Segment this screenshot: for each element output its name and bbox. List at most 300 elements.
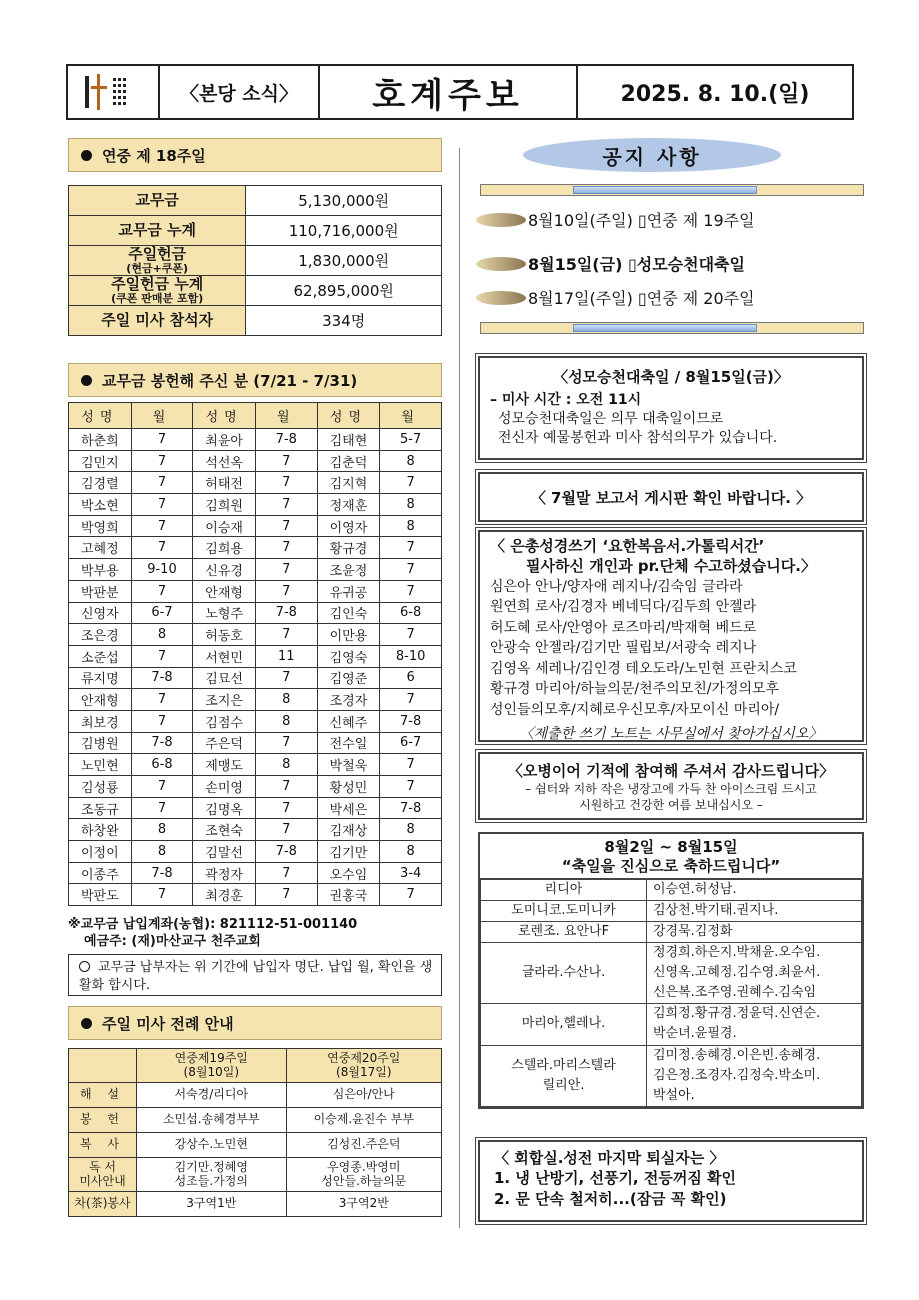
table-row xyxy=(69,710,442,732)
donor-month: 9-10 xyxy=(131,559,193,581)
table-row xyxy=(69,732,442,754)
donor-month: 3-4 xyxy=(380,862,442,884)
table-row xyxy=(69,429,442,451)
donor-month: 8 xyxy=(131,624,193,646)
bible-writing-notice xyxy=(478,530,864,742)
bible-writer-line: 원연희 로사/김경자 베네딕다/김두희 안젤라 xyxy=(490,599,757,616)
liturgy-header-line: 연중제20주일 xyxy=(327,1050,401,1065)
liturgy-header-week19 xyxy=(137,1049,287,1083)
donor-month: 11 xyxy=(255,645,317,667)
stats-value: 62,895,000원 xyxy=(246,276,442,306)
liturgy-role-text: 미사안내 xyxy=(79,1173,126,1188)
assumption-line: 성모승천대축일은 의무 대축일이므로 xyxy=(498,410,724,427)
donor-month: 7 xyxy=(255,450,317,472)
stats-label-text: 주일헌금 xyxy=(128,244,187,263)
donor-name: 조동규 xyxy=(69,797,132,819)
donor-month: 7 xyxy=(380,884,442,906)
donor-name: 이만용 xyxy=(317,624,380,646)
col-header-name: 성명 xyxy=(193,403,256,429)
donor-month: 8 xyxy=(131,841,193,863)
offering-stats-table xyxy=(68,185,442,336)
donor-name: 제맹도 xyxy=(193,754,256,776)
table-row xyxy=(69,645,442,667)
feast-names xyxy=(647,942,862,1003)
donor-name: 조지은 xyxy=(193,689,256,711)
stats-row xyxy=(69,216,442,246)
donor-name: 박부용 xyxy=(69,559,132,581)
donor-section-title: 교무금 봉헌해 주신 분 (7/21 - 7/31) xyxy=(102,371,358,390)
stats-label xyxy=(69,306,246,336)
feast-row xyxy=(481,1045,862,1106)
donor-month: 5-7 xyxy=(380,429,442,451)
liturgy-assignee: 소민섭.송혜경부부 xyxy=(163,1112,260,1127)
donor-month: 7 xyxy=(131,472,193,494)
donor-name: 조윤정 xyxy=(317,559,380,581)
donor-name: 허동호 xyxy=(193,624,256,646)
donor-name: 곽정자 xyxy=(193,862,256,884)
donor-month: 7-8 xyxy=(380,797,442,819)
donor-name: 전수일 xyxy=(317,732,380,754)
donor-month: 7-8 xyxy=(255,602,317,624)
account-holder: 예금주: (재)마산교구 천주교회 xyxy=(84,933,261,949)
report-text: 〈 7월말 보고서 게시판 확인 바랍니다. 〉 xyxy=(530,488,812,507)
feast-row xyxy=(481,1004,862,1045)
liturgy-week20 xyxy=(286,1133,441,1158)
bible-writer-line: 황규경 마리아/하늘의문/천주의모친/가정의모후 xyxy=(490,681,780,698)
donor-name: 박소현 xyxy=(69,494,132,516)
donor-name: 노민현 xyxy=(69,754,132,776)
donor-month: 7 xyxy=(255,494,317,516)
liturgy-assignee: 이승제.윤진수 부부 xyxy=(313,1112,414,1127)
donor-month: 7-8 xyxy=(131,862,193,884)
feast-name-line: 강경묵.김정화 xyxy=(653,923,733,939)
donor-name: 주은덕 xyxy=(193,732,256,754)
feast-name-line: 박설아. xyxy=(653,1087,695,1103)
donor-name: 오수임 xyxy=(317,862,380,884)
liturgy-role xyxy=(69,1108,137,1133)
liturgy-table xyxy=(68,1048,442,1217)
stats-value: 5,130,000원 xyxy=(246,186,442,216)
stats-label-sub: (현금+쿠폰) xyxy=(126,261,189,275)
feast-header xyxy=(480,834,862,879)
bible-footer: 〈제출한 쓰기 노트는 사무실에서 찾아가십시오〉 xyxy=(519,725,823,742)
thanks-title: 〈오병이어 기적에 참여해 주셔서 감사드립니다〉 xyxy=(507,762,835,780)
donor-month: 7 xyxy=(255,472,317,494)
table-row xyxy=(69,472,442,494)
donor-month: 7 xyxy=(380,689,442,711)
assumption-notice xyxy=(478,356,864,460)
donor-month: 7 xyxy=(255,819,317,841)
donor-name: 김춘덕 xyxy=(317,450,380,472)
bullet-icon xyxy=(81,375,92,386)
bible-writer-line: 안광숙 안젤라/김기만 필립보/서광숙 레지나 xyxy=(490,640,757,657)
donor-note xyxy=(68,954,442,996)
donor-name: 김영숙 xyxy=(317,645,380,667)
week-section-bar xyxy=(68,138,442,172)
feast-saint-text: 리디아 xyxy=(544,881,583,897)
donor-month: 8 xyxy=(255,754,317,776)
event-text: 8월15일(금) ▯성모승천대축일 xyxy=(528,255,745,274)
assumption-time: – 미사 시간 : 오전 11시 xyxy=(490,392,642,408)
feast-saint xyxy=(481,1045,647,1106)
donor-name: 황성민 xyxy=(317,776,380,798)
table-row xyxy=(69,776,442,798)
donor-name: 김영준 xyxy=(317,667,380,689)
table-row xyxy=(69,559,442,581)
donor-name: 박세은 xyxy=(317,797,380,819)
donor-month: 7 xyxy=(380,754,442,776)
checklist-item: 1. 냉 난방기, 선풍기, 전등꺼짐 확인 xyxy=(494,1169,737,1188)
feast-names xyxy=(647,1045,862,1106)
donor-month: 7 xyxy=(255,776,317,798)
stats-value: 1,830,000원 xyxy=(246,246,442,276)
donor-month: 6 xyxy=(380,667,442,689)
liturgy-role-text: 해 설 xyxy=(80,1087,125,1102)
donor-month: 8 xyxy=(380,515,442,537)
donor-name: 안재형 xyxy=(69,689,132,711)
donor-name: 노형주 xyxy=(193,602,256,624)
donor-month: 7 xyxy=(255,667,317,689)
donor-month: 6-8 xyxy=(380,602,442,624)
feast-saint-text: 도미니코.도미니카 xyxy=(511,902,616,918)
checklist-item: 2. 문 단속 철저히...(잠금 꼭 확인) xyxy=(494,1189,727,1208)
feast-saint xyxy=(481,879,647,900)
feast-name-line: 이승연.허성남. xyxy=(653,881,737,897)
stats-label xyxy=(69,276,246,306)
feast-saint xyxy=(481,1004,647,1045)
table-row xyxy=(69,797,442,819)
thanks-line: – 쉼터와 지하 작은 냉장고에 가득 찬 아이스크림 드시고 xyxy=(525,782,817,796)
donor-name: 김말선 xyxy=(193,841,256,863)
donor-month: 7 xyxy=(255,732,317,754)
account-number: ※교무금 납입계좌(농협): 821112-51-001140 xyxy=(68,917,358,932)
liturgy-role-text: 차(茶)봉사 xyxy=(74,1196,131,1211)
feast-saint xyxy=(481,921,647,942)
liturgy-section-title: 주일 미사 전례 안내 xyxy=(102,1014,234,1033)
donor-name: 고혜정 xyxy=(69,537,132,559)
donor-month: 8 xyxy=(131,819,193,841)
col-header-name: 성명 xyxy=(69,403,132,429)
donor-month: 8 xyxy=(255,710,317,732)
donor-name: 김묘선 xyxy=(193,667,256,689)
feast-day-box xyxy=(478,832,864,1109)
donor-name: 김성룡 xyxy=(69,776,132,798)
checklist-title: 〈 회합실.성전 마지막 퇴실자는 〉 xyxy=(494,1149,725,1167)
assumption-line: 전신자 예물봉헌과 미사 참석의무가 있습니다. xyxy=(498,429,778,446)
table-row xyxy=(69,841,442,863)
donor-month: 7 xyxy=(255,797,317,819)
feast-names xyxy=(647,1004,862,1045)
liturgy-row xyxy=(69,1083,442,1108)
donor-month: 7-8 xyxy=(380,710,442,732)
feast-name-line: 정경희.하은지.박채윤.오수임. xyxy=(653,944,821,960)
donor-name: 손미영 xyxy=(193,776,256,798)
feast-saint-text: 글라라.수산나. xyxy=(521,965,606,981)
donor-name: 석선옥 xyxy=(193,450,256,472)
stats-row xyxy=(69,306,442,336)
liturgy-role xyxy=(69,1158,137,1192)
donor-name: 김지혁 xyxy=(317,472,380,494)
donor-month: 7 xyxy=(131,450,193,472)
feast-name-line: 김상천.박기태.권지나. xyxy=(653,902,779,918)
stats-label xyxy=(69,216,246,246)
pill-bullet-icon xyxy=(476,213,526,227)
bible-writer-line: 허도혜 로사/안영아 로즈마리/박재혁 베드로 xyxy=(490,619,757,636)
donor-month: 7 xyxy=(255,559,317,581)
stats-label-text: 교무금 누계 xyxy=(118,220,197,239)
feast-saint-text: 로렌조. 요안나F xyxy=(517,923,610,939)
feast-greeting: “축일을 진심으로 축하드립니다” xyxy=(561,856,781,875)
donor-name: 하창완 xyxy=(69,819,132,841)
donor-name: 서현민 xyxy=(193,645,256,667)
decorative-rule xyxy=(480,322,864,334)
donor-name: 김태현 xyxy=(317,429,380,451)
donor-name: 조경자 xyxy=(317,689,380,711)
table-row xyxy=(69,884,442,906)
feast-names xyxy=(647,900,862,921)
table-row xyxy=(69,602,442,624)
closing-checklist xyxy=(478,1140,864,1222)
bible-title-line2: 필사하신 개인과 pr.단체 수고하셨습니다.〉 xyxy=(526,557,816,576)
notice-title: 공지 사항 xyxy=(523,138,781,172)
stats-row xyxy=(69,246,442,276)
liturgy-week19 xyxy=(137,1083,287,1108)
donor-month: 7 xyxy=(255,580,317,602)
feast-name-line: 박순녀.윤필경. xyxy=(653,1026,737,1042)
bulletin-date: 2025. 8. 10.(일) xyxy=(620,81,810,107)
donor-month: 7 xyxy=(255,515,317,537)
donor-month: 7 xyxy=(131,710,193,732)
stats-label-text: 주일헌금 누계 xyxy=(111,274,204,293)
donor-section-bar xyxy=(68,363,442,397)
thanks-line: 시원하고 건강한 여름 보내십시오 – xyxy=(579,798,763,813)
donor-name: 이영자 xyxy=(317,515,380,537)
donor-month: 7 xyxy=(380,580,442,602)
stats-label-sub: (쿠폰 판매분 포함) xyxy=(111,291,204,305)
col-header-month: 월 xyxy=(380,403,442,429)
stats-label-text: 주일 미사 참석자 xyxy=(101,310,214,329)
feast-name-line: 신은복.조주영.권혜수.김숙임 xyxy=(653,985,817,1001)
feast-saint-text: 마리아,헬레나. xyxy=(521,1016,606,1032)
feast-saint-text: 릴리안. xyxy=(542,1077,585,1093)
feast-name-line: 김미정.송혜경.이은빈.송혜경. xyxy=(653,1047,821,1063)
donor-month: 7-8 xyxy=(131,667,193,689)
donor-name: 박판분 xyxy=(69,580,132,602)
liturgy-assignee: 심은아/안나 xyxy=(332,1087,395,1102)
cross-logo-icon xyxy=(83,72,143,112)
donor-month: 7-8 xyxy=(255,429,317,451)
donor-name: 이종주 xyxy=(69,862,132,884)
donor-month: 7 xyxy=(131,776,193,798)
table-row xyxy=(69,667,442,689)
donor-table xyxy=(68,402,442,906)
donor-month: 7 xyxy=(131,884,193,906)
donor-month: 7 xyxy=(255,537,317,559)
feast-row xyxy=(481,900,862,921)
donor-name: 조현숙 xyxy=(193,819,256,841)
liturgy-corner xyxy=(69,1049,137,1083)
bible-writer-line: 성인들의모후/지혜로우신모후/자모이신 마리아/ xyxy=(490,701,780,718)
stats-value: 110,716,000원 xyxy=(246,216,442,246)
section-label: 〈본당 소식〉 xyxy=(160,66,320,118)
donor-month: 7 xyxy=(380,559,442,581)
donor-month: 8 xyxy=(255,689,317,711)
donor-name: 김인숙 xyxy=(317,602,380,624)
donor-month: 7 xyxy=(131,797,193,819)
feast-row xyxy=(481,942,862,1003)
feast-saint xyxy=(481,900,647,921)
feast-saint-text: 스텔라.마리스텔라 xyxy=(511,1057,616,1073)
feast-table xyxy=(480,879,862,1108)
donor-name: 소준섭 xyxy=(69,645,132,667)
donor-name: 최경훈 xyxy=(193,884,256,906)
decorative-rule xyxy=(480,184,864,196)
donor-name: 김민지 xyxy=(69,450,132,472)
liturgy-row xyxy=(69,1158,442,1192)
feast-name-line: 김은정.조경자.김정숙.박소미. xyxy=(653,1067,821,1083)
event-text: 8월10일(주일) ▯연중 제 19주일 xyxy=(528,211,755,230)
liturgy-role-text: 봉 헌 xyxy=(80,1112,125,1127)
donor-month: 7 xyxy=(131,429,193,451)
donor-month: 7 xyxy=(131,689,193,711)
pill-bullet-icon xyxy=(476,291,526,305)
parish-logo xyxy=(68,66,160,118)
liturgy-row xyxy=(69,1133,442,1158)
liturgy-week19 xyxy=(137,1108,287,1133)
donor-month: 7-8 xyxy=(255,841,317,863)
liturgy-header-line: (8월10일) xyxy=(183,1064,239,1079)
liturgy-week19 xyxy=(137,1192,287,1217)
assumption-title: 〈성모승천대축일 / 8월15일(금)〉 xyxy=(553,368,789,386)
donor-month: 7 xyxy=(380,776,442,798)
liturgy-header-line: 연중제19주일 xyxy=(174,1050,248,1065)
donor-name: 최보경 xyxy=(69,710,132,732)
liturgy-row xyxy=(69,1108,442,1133)
feast-names xyxy=(647,921,862,942)
table-row xyxy=(69,515,442,537)
donor-name: 이정이 xyxy=(69,841,132,863)
donor-name: 조은경 xyxy=(69,624,132,646)
liturgy-role xyxy=(69,1083,137,1108)
donor-name: 신영자 xyxy=(69,602,132,624)
table-row xyxy=(69,862,442,884)
col-header-month: 월 xyxy=(255,403,317,429)
donor-name: 김경렬 xyxy=(69,472,132,494)
table-row xyxy=(69,494,442,516)
feast-saint xyxy=(481,942,647,1003)
donor-month: 7 xyxy=(255,884,317,906)
donor-name: 김기만 xyxy=(317,841,380,863)
event-text: 8월17일(주일) ▯연중 제 20주일 xyxy=(528,289,755,308)
feast-period: 8월2일 ~ 8월15일 xyxy=(604,838,738,856)
donor-name: 하춘희 xyxy=(69,429,132,451)
liturgy-week20 xyxy=(286,1158,441,1192)
donor-month: 6-7 xyxy=(380,732,442,754)
bulletin-title: 호계주보 xyxy=(320,66,578,118)
donor-month: 7-8 xyxy=(131,732,193,754)
stats-label xyxy=(69,246,246,276)
donor-name: 최윤아 xyxy=(193,429,256,451)
donor-month: 8 xyxy=(380,450,442,472)
donor-name: 이승재 xyxy=(193,515,256,537)
liturgy-assignee: 3구역2반 xyxy=(338,1196,389,1211)
stats-label xyxy=(69,186,246,216)
donor-name: 김명옥 xyxy=(193,797,256,819)
stats-row xyxy=(69,276,442,306)
feast-name-line: 신영옥.고혜정.김수영.최윤서. xyxy=(653,965,821,981)
column-divider xyxy=(459,148,460,1228)
liturgy-assignee: 서숙경/리디아 xyxy=(174,1087,249,1102)
feast-row xyxy=(481,879,862,900)
liturgy-assignee: 성조들.가정의 xyxy=(174,1173,248,1188)
table-row xyxy=(69,580,442,602)
stats-value: 334명 xyxy=(246,306,442,336)
col-header-name: 성명 xyxy=(317,403,380,429)
feast-row xyxy=(481,921,862,942)
donor-month: 6-8 xyxy=(131,754,193,776)
stats-row xyxy=(69,186,442,216)
donor-month: 7 xyxy=(131,515,193,537)
donor-name: 박철욱 xyxy=(317,754,380,776)
liturgy-assignee: 김성진.주은덕 xyxy=(327,1137,401,1152)
stats-label-text: 교무금 xyxy=(135,190,179,209)
donor-month: 6-7 xyxy=(131,602,193,624)
donor-month: 8 xyxy=(380,819,442,841)
donor-name: 김점수 xyxy=(193,710,256,732)
col-header-month: 월 xyxy=(131,403,193,429)
table-row xyxy=(69,624,442,646)
event-item xyxy=(476,286,755,309)
donor-month: 8 xyxy=(380,494,442,516)
bible-writer-line: 심은아 안나/양자애 레지나/김숙임 글라라 xyxy=(490,578,743,595)
donor-month: 7 xyxy=(380,537,442,559)
liturgy-week20 xyxy=(286,1192,441,1217)
table-row xyxy=(69,689,442,711)
donor-name: 신유경 xyxy=(193,559,256,581)
table-row xyxy=(69,537,442,559)
thanks-notice xyxy=(478,752,864,820)
donor-name: 권홍국 xyxy=(317,884,380,906)
table-row xyxy=(69,819,442,841)
liturgy-header-line: (8월17일) xyxy=(336,1064,392,1079)
donor-month: 7 xyxy=(255,624,317,646)
donor-month: 7 xyxy=(255,862,317,884)
donor-month: 7 xyxy=(131,494,193,516)
table-row xyxy=(69,754,442,776)
donor-name: 신혜주 xyxy=(317,710,380,732)
table-row xyxy=(69,450,442,472)
donor-name: 김희원 xyxy=(193,494,256,516)
liturgy-week19 xyxy=(137,1133,287,1158)
donor-name: 김재상 xyxy=(317,819,380,841)
donor-month: 8-10 xyxy=(380,645,442,667)
week-section-title: 연중 제 18주일 xyxy=(102,146,206,165)
donor-month: 7 xyxy=(380,472,442,494)
donor-month: 7 xyxy=(380,624,442,646)
donor-month: 7 xyxy=(131,537,193,559)
liturgy-role-text: 복 사 xyxy=(80,1137,125,1152)
donor-name: 류지명 xyxy=(69,667,132,689)
liturgy-role xyxy=(69,1133,137,1158)
liturgy-week19 xyxy=(137,1158,287,1192)
donor-name: 안재형 xyxy=(193,580,256,602)
donor-month: 7 xyxy=(131,580,193,602)
liturgy-assignee: 김기만.정혜영 xyxy=(174,1159,248,1174)
liturgy-section-bar xyxy=(68,1006,442,1040)
event-item xyxy=(476,252,745,275)
donor-month: 8 xyxy=(380,841,442,863)
liturgy-week20 xyxy=(286,1108,441,1133)
